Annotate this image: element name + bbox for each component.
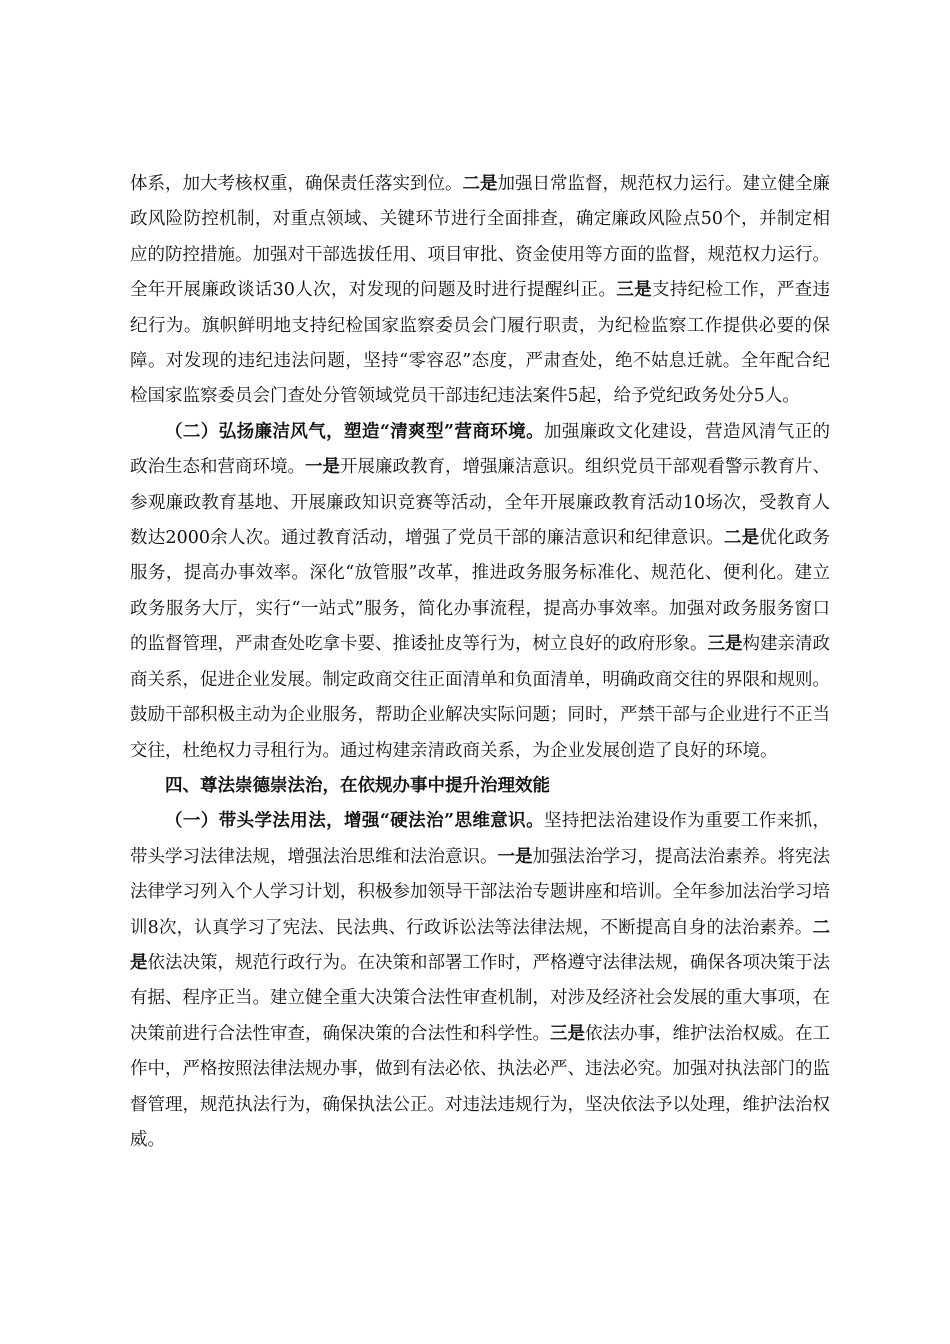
text-segment: 构建亲清政商关系，促进企业发展。制定政商交往正面清单和负面清单，明确政商交往的界限和规则。鼓励干部积极主动为企业服务，帮助企业解决实际问题；同时，严禁干部与企业进行不正当交往，杜绝权力寻租行为。通过构建亲清政商关系，为企业发展创造了良好的环境。: [130, 634, 830, 761]
text-segment: 体系，加大考核权重，确保责任落实到位。: [130, 174, 463, 194]
text-segment: 优化政务服务，提高办事效率。深化“放管服”改革，推进政务服务标准化、规范化、便利化。建立政务服务大厅，实行“一站式”服务，简化办事流程，提高办事效率。加强对政务服务窗口的监督管理，严肃查处吃拿卡要、推诿扯皮等行为，树立良好的政府形象。: [130, 528, 831, 655]
section-heading-text: 四、尊法崇德崇法治，在依规办事中提升治理效能: [165, 775, 550, 796]
document-body: [130, 167, 830, 1158]
bold-label-first: 一是: [497, 846, 533, 867]
subsection-title: （一）带头学法用法，增强“硬法治”思维意识。: [165, 811, 544, 832]
bold-label-third: 三是: [707, 634, 743, 655]
text-segment: 开展廉政教育，增强廉洁意识。组织党员干部观看警示教育片、参观廉政教育基地、开展廉政知识竞赛等活动，全年开展廉政教育活动10场次，受教育人数达2000余人次。通过教育活动，增强了党员干部的廉洁意识和纪律意识。: [130, 457, 830, 549]
text-segment: 支持纪检工作，严查违纪行为。旗帜鲜明地支持纪检国家监察委员会门履行职责，为纪检监察工作提供必要的保障。对发现的违纪违法问题，坚持“零容忍”态度，严肃查处，绝不姑息迁就。全年配合纪检国家监察委员会门查处分管领域党员干部违纪违法案件5起，给予党纪政务处分5人。: [130, 280, 830, 407]
text-segment: 依法决策，规范行政行为。在决策和部署工作时，严格遵守法律法规，确保各项决策于法有据、程序正当。建立健全重大决策合法性审查机制，对涉及经济社会发展的重大事项，在决策前进行合法性审查，确保决策的合法性和科学性。: [130, 952, 830, 1044]
bold-label-second: 二是: [130, 917, 830, 973]
bold-label-second: 二是: [462, 174, 498, 194]
text-segment: 依法办事，维护法治权威。在工作中，严格按照法律法规办事，做到有法必依、执法必严、违法必究。加强对执法部门的监督管理，规范执法行为，确保执法公正。对违法违规行为，坚决依法予以处理，维护法治权威。: [130, 1023, 830, 1150]
paragraph-continuation: [130, 167, 830, 415]
text-segment: 加强廉政文化建设，营造风清气正的政治生态和营商环境。: [130, 421, 830, 478]
subsection-title: （二）弘扬廉洁风气，塑造“清爽型”营商环境。: [165, 421, 544, 442]
paragraph-rule-of-law: [130, 804, 830, 1158]
bold-label-third: 三是: [616, 280, 652, 301]
text-segment: 加强法治学习，提高法治素养。将宪法法律学习列入个人学习计划，积极参加领导干部法治专题讲座和培训。全年参加法治学习培训8次，认真学习了宪法、民法典、行政诉讼法等法律法规，不断提高自身的法治素养。: [130, 846, 830, 938]
bold-label-first: 一是: [305, 457, 340, 478]
paragraph-clean-governance: [130, 415, 830, 769]
text-segment: 坚持把法治建设作为重要工作来抓，带头学习法律法规，增强法治思维和法治意识。: [130, 811, 830, 867]
section-heading: [130, 769, 830, 804]
bold-label-third: 三是: [550, 1023, 585, 1044]
bold-label-second: 二是: [723, 528, 760, 549]
text-segment: 加强日常监督，规范权力运行。建立健全廉政风险防控机制，对重点领域、关键环节进行全面排查，确定廉政风险点50个，并制定相应的防控措施。加强对干部选拔任用、项目审批、资金使用等方面的监督，规范权力运行。全年开展廉政谈话30人次，对发现的问题及时进行提醒纠正。: [130, 174, 830, 301]
